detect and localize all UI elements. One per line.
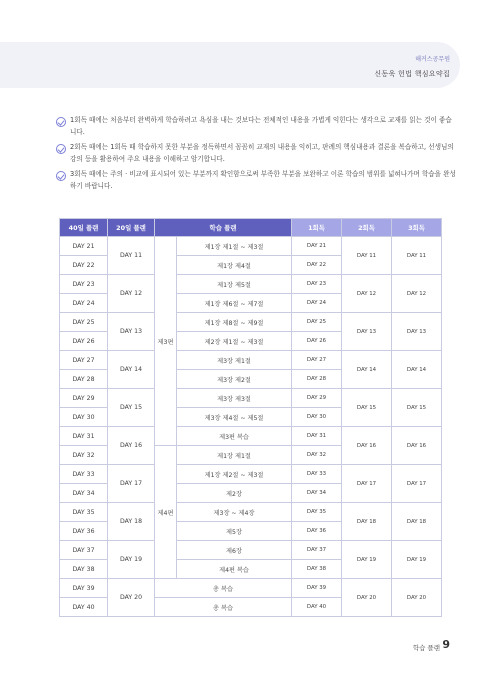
content-cell: 총 복습 bbox=[155, 579, 292, 598]
content-cell: 제3장 제4절 ~ 제5절 bbox=[177, 408, 292, 427]
round1-cell: DAY 33 bbox=[292, 465, 342, 484]
day40-cell: DAY 39 bbox=[60, 579, 108, 598]
round2-cell: DAY 19 bbox=[342, 541, 392, 579]
note-item bbox=[56, 169, 456, 192]
day40-cell: DAY 29 bbox=[60, 389, 108, 408]
round2-cell: DAY 15 bbox=[342, 389, 392, 427]
round1-cell: DAY 38 bbox=[292, 560, 342, 579]
header-round-2: 2회독 bbox=[342, 219, 392, 237]
content-cell: 제3장 제1절 bbox=[177, 351, 292, 370]
note-text: 3회독 때에는 주의 · 비교에 표시되어 있는 부분까지 확인함으로써 부족한 부분을 보완하고 이론 학습의 범위를 넓혀나가며 학습을 완성하기 바랍니다. bbox=[70, 170, 456, 190]
round2-cell: DAY 16 bbox=[342, 427, 392, 465]
header-40day: 40일 플랜 bbox=[60, 219, 108, 237]
content-cell: 제5장 bbox=[177, 522, 292, 541]
round1-cell: DAY 30 bbox=[292, 408, 342, 427]
table-row bbox=[60, 541, 442, 560]
day20-cell: DAY 13 bbox=[108, 313, 155, 351]
page-number: 9 bbox=[442, 638, 450, 651]
header-title: 신동욱 헌법 핵심요약집 bbox=[374, 70, 450, 78]
header-20day: 20일 플랜 bbox=[108, 219, 155, 237]
round3-cell: DAY 18 bbox=[392, 503, 442, 541]
day40-cell: DAY 27 bbox=[60, 351, 108, 370]
part-cell: 제3편 bbox=[155, 237, 177, 446]
day40-cell: DAY 23 bbox=[60, 275, 108, 294]
round3-cell: DAY 15 bbox=[392, 389, 442, 427]
round1-cell: DAY 39 bbox=[292, 579, 342, 598]
round1-cell: DAY 28 bbox=[292, 370, 342, 389]
table-row bbox=[60, 351, 442, 370]
content-cell: 제3장 제2절 bbox=[177, 370, 292, 389]
day20-cell: DAY 18 bbox=[108, 503, 155, 541]
day40-cell: DAY 40 bbox=[60, 598, 108, 617]
round1-cell: DAY 24 bbox=[292, 294, 342, 313]
day40-cell: DAY 35 bbox=[60, 503, 108, 522]
content-cell: 제1장 제1절 bbox=[177, 446, 292, 465]
table-row bbox=[60, 237, 442, 256]
check-circle-icon bbox=[56, 117, 66, 127]
content-cell: 제2장 제1절 ~ 제3절 bbox=[177, 332, 292, 351]
day40-cell: DAY 22 bbox=[60, 256, 108, 275]
round3-cell: DAY 12 bbox=[392, 275, 442, 313]
study-notes bbox=[56, 115, 456, 196]
round2-cell: DAY 18 bbox=[342, 503, 392, 541]
round1-cell: DAY 23 bbox=[292, 275, 342, 294]
header-round-3: 3회독 bbox=[392, 219, 442, 237]
round1-cell: DAY 35 bbox=[292, 503, 342, 522]
round3-cell: DAY 20 bbox=[392, 579, 442, 617]
day40-cell: DAY 32 bbox=[60, 446, 108, 465]
content-cell: 제6장 bbox=[177, 541, 292, 560]
round3-cell: DAY 16 bbox=[392, 427, 442, 465]
study-plan-table bbox=[59, 218, 442, 617]
note-item bbox=[56, 142, 456, 165]
content-cell: 총 복습 bbox=[155, 598, 292, 617]
day40-cell: DAY 25 bbox=[60, 313, 108, 332]
header-company: 해커스공무원 bbox=[415, 56, 450, 63]
table-body bbox=[60, 237, 442, 617]
day40-cell: DAY 21 bbox=[60, 237, 108, 256]
day20-cell: DAY 19 bbox=[108, 541, 155, 579]
day40-cell: DAY 28 bbox=[60, 370, 108, 389]
round1-cell: DAY 34 bbox=[292, 484, 342, 503]
content-cell: 제4편 복습 bbox=[177, 560, 292, 579]
table-row bbox=[60, 503, 442, 522]
content-cell: 제1장 제8절 ~ 제9절 bbox=[177, 313, 292, 332]
day40-cell: DAY 38 bbox=[60, 560, 108, 579]
content-cell: 제3장 제3절 bbox=[177, 389, 292, 408]
content-cell: 제1장 제4절 bbox=[177, 256, 292, 275]
table-row bbox=[60, 313, 442, 332]
round3-cell: DAY 14 bbox=[392, 351, 442, 389]
table-row bbox=[60, 275, 442, 294]
header-band bbox=[0, 42, 460, 88]
round3-cell: DAY 11 bbox=[392, 237, 442, 275]
round2-cell: DAY 12 bbox=[342, 275, 392, 313]
part-cell: 제4편 bbox=[155, 446, 177, 579]
round2-cell: DAY 20 bbox=[342, 579, 392, 617]
content-cell: 제1장 제2절 ~ 제3절 bbox=[177, 465, 292, 484]
table-row bbox=[60, 579, 442, 598]
content-cell: 제3편 복습 bbox=[177, 427, 292, 446]
round3-cell: DAY 13 bbox=[392, 313, 442, 351]
round2-cell: DAY 11 bbox=[342, 237, 392, 275]
note-text: 1회독 때에는 처음부터 완벽하게 학습하려고 욕심을 내는 것보다는 전체적인 내용을 가볍게 익힌다는 생각으로 교재를 읽는 것이 좋습니다. bbox=[70, 116, 452, 136]
content-cell: 제1장 제6절 ~ 제7절 bbox=[177, 294, 292, 313]
round1-cell: DAY 36 bbox=[292, 522, 342, 541]
day20-cell: DAY 11 bbox=[108, 237, 155, 275]
content-cell: 제2장 bbox=[177, 484, 292, 503]
table-row bbox=[60, 427, 442, 446]
day40-cell: DAY 26 bbox=[60, 332, 108, 351]
content-cell: 제1장 제1절 ~ 제3절 bbox=[177, 237, 292, 256]
header-round-1: 1회독 bbox=[292, 219, 342, 237]
day20-cell: DAY 20 bbox=[108, 579, 155, 617]
page-top bbox=[0, 0, 500, 30]
round1-cell: DAY 26 bbox=[292, 332, 342, 351]
table-row bbox=[60, 465, 442, 484]
day20-cell: DAY 12 bbox=[108, 275, 155, 313]
round1-cell: DAY 40 bbox=[292, 598, 342, 617]
day20-cell: DAY 16 bbox=[108, 427, 155, 465]
day20-cell: DAY 14 bbox=[108, 351, 155, 389]
round1-cell: DAY 31 bbox=[292, 427, 342, 446]
day20-cell: DAY 15 bbox=[108, 389, 155, 427]
round3-cell: DAY 19 bbox=[392, 541, 442, 579]
content-cell: 제3장 ~ 제4장 bbox=[177, 503, 292, 522]
day40-cell: DAY 33 bbox=[60, 465, 108, 484]
round1-cell: DAY 27 bbox=[292, 351, 342, 370]
header-plan: 학습 플랜 bbox=[155, 219, 292, 237]
round2-cell: DAY 14 bbox=[342, 351, 392, 389]
round1-cell: DAY 29 bbox=[292, 389, 342, 408]
day20-cell: DAY 17 bbox=[108, 465, 155, 503]
check-circle-icon bbox=[56, 144, 66, 154]
content-cell: 제1장 제5절 bbox=[177, 275, 292, 294]
round1-cell: DAY 37 bbox=[292, 541, 342, 560]
day40-cell: DAY 36 bbox=[60, 522, 108, 541]
round3-cell: DAY 17 bbox=[392, 465, 442, 503]
note-text: 2회독 때에는 1회독 때 학습하지 못한 부분을 정독하면서 꼼꼼히 교재의 내용을 익히고, 판례의 핵심내용과 결론을 복습하고, 선생님의 강의 등을 활용하여 주요 내용을 이해하고 암기합니다. bbox=[70, 143, 454, 163]
round2-cell: DAY 17 bbox=[342, 465, 392, 503]
table-row bbox=[60, 389, 442, 408]
round1-cell: DAY 22 bbox=[292, 256, 342, 275]
day40-cell: DAY 37 bbox=[60, 541, 108, 560]
round2-cell: DAY 13 bbox=[342, 313, 392, 351]
footer-label: 학습 플랜 bbox=[412, 644, 440, 652]
note-item bbox=[56, 115, 456, 138]
day40-cell: DAY 31 bbox=[60, 427, 108, 446]
round1-cell: DAY 21 bbox=[292, 237, 342, 256]
round1-cell: DAY 25 bbox=[292, 313, 342, 332]
check-circle-icon bbox=[56, 171, 66, 181]
day40-cell: DAY 34 bbox=[60, 484, 108, 503]
table-header-row bbox=[60, 219, 442, 237]
day40-cell: DAY 24 bbox=[60, 294, 108, 313]
round1-cell: DAY 32 bbox=[292, 446, 342, 465]
day40-cell: DAY 30 bbox=[60, 408, 108, 427]
